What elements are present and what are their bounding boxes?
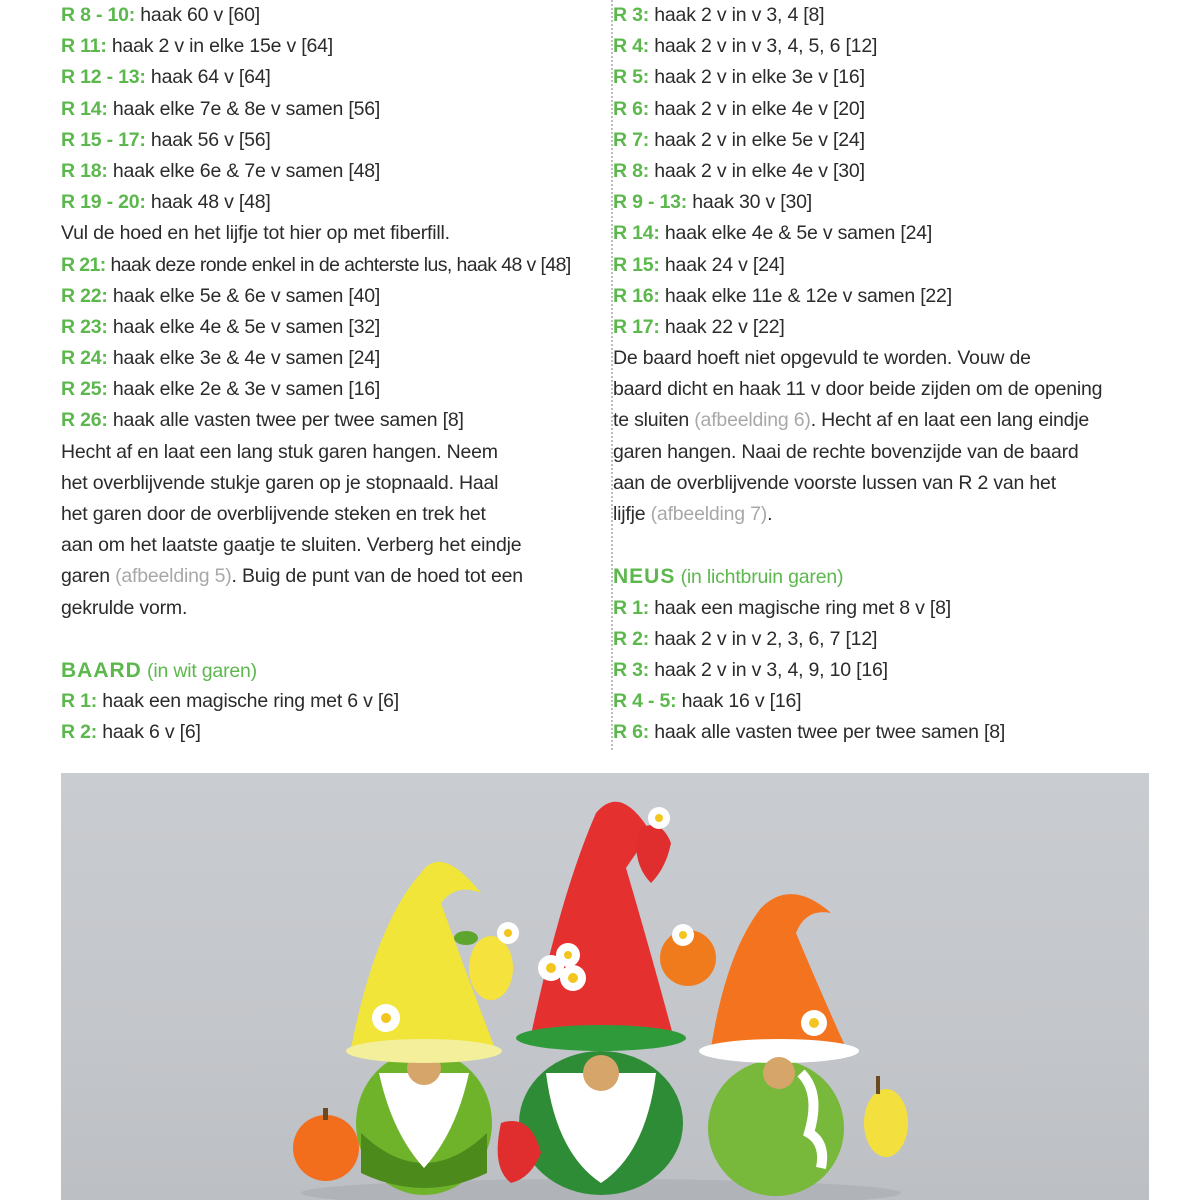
row-line <box>613 655 1173 686</box>
flower-center <box>809 1018 819 1028</box>
section-note: (in wit garen) <box>141 659 257 682</box>
row-line <box>613 686 1173 717</box>
row-label: R 3: <box>613 4 650 26</box>
row-text: haak 2 v in v 3, 4, 9, 10 [16] <box>649 658 888 681</box>
row-text: haak 2 v in elke 5e v [24] <box>649 128 865 151</box>
lemon <box>469 936 513 1000</box>
flower-center <box>564 951 572 959</box>
row-label: R 11: <box>61 35 107 58</box>
row-label: R 1: <box>61 690 98 713</box>
row-line <box>613 312 1173 343</box>
figure-reference: (afbeelding 7) <box>650 503 768 525</box>
row-label: R 6: <box>613 97 650 120</box>
row-text: haak 2 v in v 3, 4, 5, 6 [12] <box>649 35 878 58</box>
right-column <box>611 0 1173 750</box>
row-text: haak elke 4e & 5e v samen [32] <box>107 315 381 338</box>
row-label: R 21: <box>61 253 106 276</box>
row-label: R 23: <box>61 315 108 338</box>
paragraph-line <box>613 405 1173 436</box>
row-line <box>61 343 591 374</box>
row-line <box>61 281 591 312</box>
row-label: R 5: <box>613 66 650 89</box>
flower-center <box>568 973 578 983</box>
gnome-hat-brim <box>346 1039 502 1063</box>
paragraph-text: . Hecht af en laat een lang eindje <box>810 409 1090 432</box>
row-text: haak 2 v in v 2, 3, 6, 7 [12] <box>649 627 878 650</box>
row-line <box>613 624 1173 655</box>
figure-reference: (afbeelding 5) <box>115 565 232 588</box>
gnome-nose <box>763 1057 795 1089</box>
row-label: R 8: <box>613 159 650 182</box>
row-label: R 14: <box>613 222 660 245</box>
paragraph-text: . Buig de punt van de hoed tot een <box>231 565 523 588</box>
gnome-illustration <box>61 773 1149 1200</box>
paragraph-line: aan om het laatste gaatje te sluiten. Verberg het eindje <box>61 534 522 557</box>
stuffing-note: Vul de hoed en het lijfje tot hier op met fiberfill. <box>61 222 450 245</box>
figure-reference: (afbeelding 6) <box>694 409 811 432</box>
row-line <box>61 125 591 156</box>
row-line <box>61 405 591 436</box>
paragraph-text: . <box>767 503 773 525</box>
lemon <box>864 1089 908 1157</box>
flower-center <box>546 963 556 973</box>
row-label: R 12 - 13: <box>61 66 146 89</box>
row-text: haak 24 v [24] <box>659 253 785 276</box>
row-label: R 15 - 17: <box>61 128 146 151</box>
row-line <box>613 31 1173 62</box>
row-text: haak een magische ring met 8 v [8] <box>649 596 951 619</box>
orange-fruit <box>293 1115 359 1181</box>
row-line <box>613 125 1173 156</box>
gnome-hat-brim <box>516 1025 686 1051</box>
row-label: R 6: <box>613 721 650 744</box>
row-text: haak 16 v [16] <box>676 690 802 713</box>
row-line <box>61 312 591 343</box>
row-label: R 14: <box>61 97 108 120</box>
row-text: haak elke 4e & 5e v samen [24] <box>659 222 933 245</box>
row-line <box>61 187 591 218</box>
row-label: R 2: <box>613 627 650 650</box>
row-label: R 4: <box>613 35 650 58</box>
strawberry <box>636 825 671 883</box>
row-text: haak een magische ring met 6 v [6] <box>97 690 399 713</box>
row-label: R 3: <box>613 658 650 681</box>
row-label: R 22: <box>61 284 108 307</box>
paragraph-line: De baard hoeft niet opgevuld te worden. Vouw de <box>613 347 1031 370</box>
row-text: haak 30 v [30] <box>687 191 812 214</box>
row-label: R 25: <box>61 378 108 401</box>
flower-center <box>679 931 687 939</box>
row-text: haak elke 11e & 12e v samen [22] <box>659 284 952 307</box>
row-text: haak 2 v in v 3, 4 [8] <box>649 4 825 26</box>
flower-center <box>504 929 512 937</box>
row-label: R 18: <box>61 159 108 182</box>
row-text: haak 22 v [22] <box>659 315 785 338</box>
row-text: haak 56 v [56] <box>145 128 271 151</box>
gnome-nose <box>583 1055 619 1091</box>
row-text: haak elke 6e & 7e v samen [48] <box>107 159 381 182</box>
row-text: haak deze ronde enkel in de achterste lus, haak 48 v [48] <box>105 253 571 276</box>
row-line <box>61 0 591 31</box>
row-text: haak elke 2e & 3e v samen [16] <box>107 378 381 401</box>
paragraph-line: garen hangen. Naai de rechte bovenzijde van de baard <box>613 440 1079 463</box>
paragraph-text: garen <box>61 565 116 588</box>
row-text: haak elke 7e & 8e v samen [56] <box>107 97 381 120</box>
row-label: R 8 - 10: <box>61 4 136 26</box>
row-text: haak 60 v [60] <box>135 4 260 26</box>
row-line <box>61 686 591 717</box>
paragraph-line: Hecht af en laat een lang stuk garen hangen. Neem <box>61 440 498 463</box>
row-text: haak elke 3e & 4e v samen [24] <box>107 347 381 370</box>
row-label: R 26: <box>61 409 108 432</box>
row-label: R 17: <box>613 315 660 338</box>
row-label: R 4 - 5: <box>613 690 677 713</box>
row-line <box>613 0 1173 31</box>
yellow-gnome <box>346 862 519 1195</box>
row-line <box>61 717 591 748</box>
row-line <box>613 281 1173 312</box>
row-text: haak elke 5e & 6e v samen [40] <box>107 284 381 307</box>
orange-gnome <box>660 894 908 1196</box>
row-label: R 9 - 13: <box>613 191 688 214</box>
row-line <box>61 94 591 125</box>
fruit-stem <box>323 1108 328 1120</box>
section-heading-baard <box>61 655 591 686</box>
paragraph-text: te sluiten <box>613 409 695 432</box>
row-line <box>61 31 591 62</box>
paragraph-line: het overblijvende stukje garen op je stopnaald. Haal <box>61 471 499 494</box>
row-line <box>613 250 1173 281</box>
row-text: haak alle vasten twee per twee samen [8] <box>649 721 1006 744</box>
row-line <box>613 94 1173 125</box>
row-label: R 24: <box>61 347 108 370</box>
section-heading-neus <box>613 561 1173 592</box>
flower-center <box>381 1013 391 1023</box>
section-title: NEUS <box>613 565 676 589</box>
row-line <box>61 62 591 93</box>
section-note: (in lichtbruin garen) <box>675 566 844 589</box>
row-label: R 15: <box>613 253 660 276</box>
row-text: haak 2 v in elke 4e v [30] <box>649 159 865 182</box>
row-text: haak 48 v [48] <box>145 191 271 214</box>
paragraph-line: gekrulde vorm. <box>61 596 188 619</box>
row-line <box>613 156 1173 187</box>
row-text: haak 2 v in elke 4e v [20] <box>649 97 865 120</box>
row-text: haak 2 v in elke 15e v [64] <box>106 35 333 58</box>
row-line <box>61 156 591 187</box>
row-text: haak alle vasten twee per twee samen [8] <box>107 409 464 432</box>
left-column <box>61 0 591 749</box>
paragraph-line: het garen door de overblijvende steken en trek het <box>61 503 486 525</box>
row-label: R 19 - 20: <box>61 191 146 214</box>
row-line <box>613 218 1173 249</box>
paragraph-line: aan de overblijvende voorste lussen van R 2 van het <box>613 471 1056 494</box>
row-line <box>61 250 591 281</box>
row-text: haak 6 v [6] <box>97 721 201 744</box>
row-label: R 2: <box>61 721 98 744</box>
leaf <box>454 931 478 945</box>
paragraph-line <box>613 499 1173 530</box>
row-text: haak 64 v [64] <box>145 66 271 89</box>
paragraph-line <box>61 561 591 592</box>
row-label: R 16: <box>613 284 660 307</box>
fruit-stem <box>876 1076 880 1094</box>
section-title: BAARD <box>61 658 142 682</box>
row-text: haak 2 v in elke 3e v [16] <box>649 66 865 89</box>
red-gnome <box>498 802 686 1195</box>
row-line <box>613 62 1173 93</box>
row-line <box>61 374 591 405</box>
paragraph-text: lijfje <box>613 503 651 525</box>
gnome-photo <box>61 773 1149 1200</box>
paragraph-line: baard dicht en haak 11 v door beide zijden om de opening <box>613 378 1103 401</box>
flower-center <box>655 814 663 822</box>
row-label: R 1: <box>613 596 650 619</box>
row-line <box>613 717 1173 748</box>
row-line <box>613 187 1173 218</box>
row-label: R 7: <box>613 128 650 151</box>
row-line <box>613 593 1173 624</box>
